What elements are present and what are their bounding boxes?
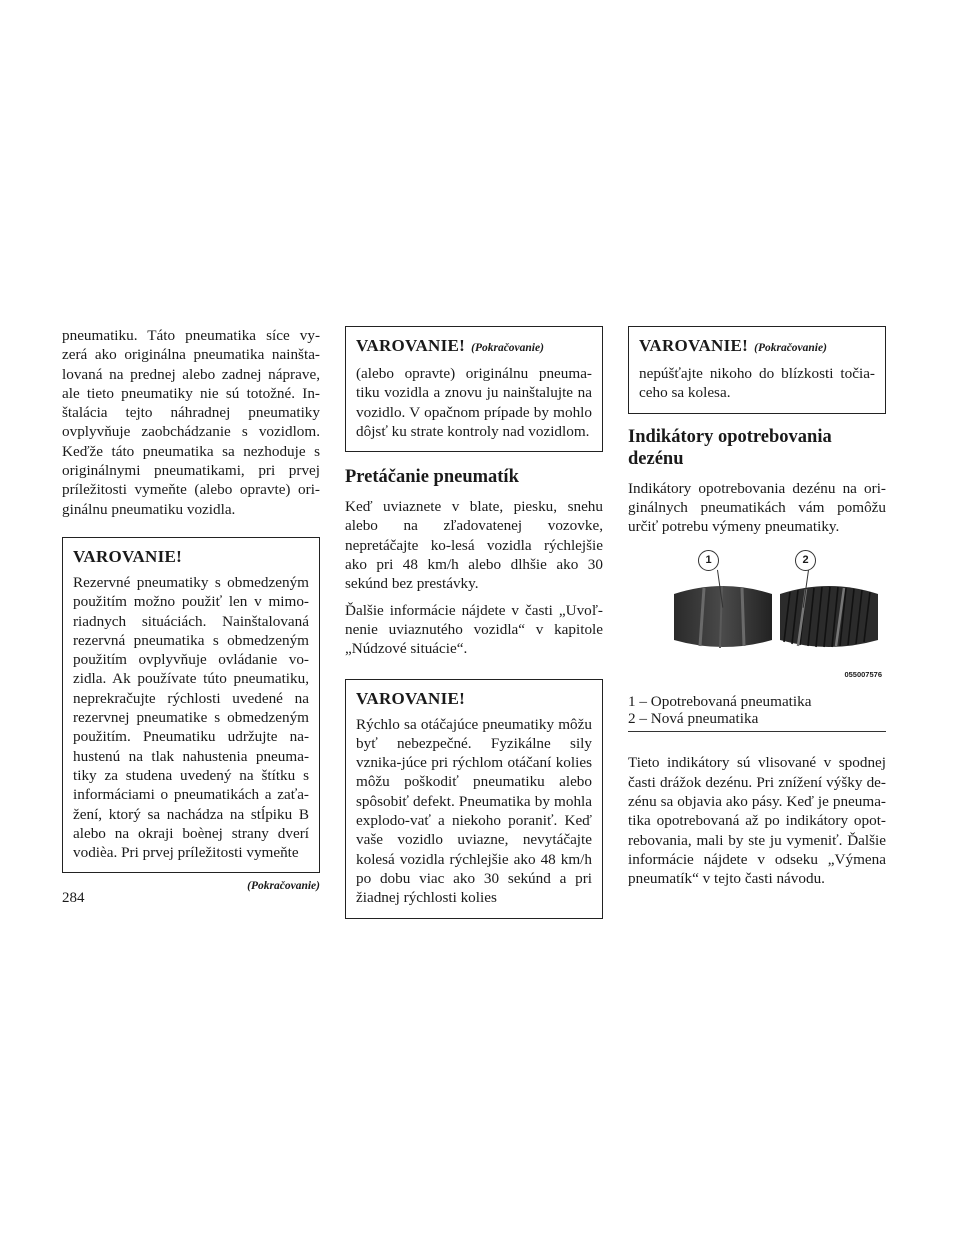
warning-text: (alebo opravte) originálnu pneuma-tiku vozidla a znovu ju nainštalujte na vozidlo. V opačnom prípade by mohlo dôjsť ku strate kontroly nad vozidlom.: [356, 365, 592, 440]
legend-divider: [628, 731, 886, 732]
warning-continued-label: (Pokračovanie): [754, 342, 827, 354]
warning-text: Rezervné pneumatiky s obmedzeným použitím možno použiť len v mimo-riadnych situáciách. Nainštalovaná rezervná pneumatika s obmedzeným použitím ovplyvňuje ovládanie vo-zidla. Ak používate túto pneumatiku, neprekračujte rýchlosti uvedené na rezervnej pneumatike s obmedzeným použitím. Pneumatiku udržujte na-hustenú na tlak nahustenia pneuma-tiky za studena uvedený na štítku s informáciami o pneumatikách a zaťa-žení, ktorý sa nachádza na stĺpiku B alebo na okraji boènej strany dverí vodièa. Pri prvej príležitosti vymeňte: [73, 573, 309, 862]
tread-wear-intro: Indikátory opotrebovania dezénu na ori-ginálnych pneumatikách vám pomôžu určiť potrebu výmeny pneumatiky.: [628, 479, 886, 536]
warning-text: nepúšťajte nikoho do blízkosti točia-ceho sa kolesa.: [639, 365, 875, 402]
tread-wear-description: Tieto indikátory sú vlisované v spodnej časti drážok dezénu. Pri znížení výšky de-zénu sa objavia ako pásy. Keď je pneuma-tika opotrebovaná až po indikátory opot-rebovania, mali by ste ju vymeniť. Ďalšie informácie nájdete v odseku „Výmena pneumatík“ v tejto časti návodu.: [628, 754, 886, 888]
warning-box-spinning: [345, 679, 603, 919]
warning-box-continued: [628, 326, 886, 414]
callout-2: 2: [795, 550, 816, 571]
warning-title: VAROVANIE!: [356, 688, 466, 708]
page-number: 284: [62, 890, 85, 906]
intro-paragraph: pneumatiku. Táto pneumatika síce vy-zerá ako originálna pneumatika nainšta-lovaná na prednej alebo zadnej náprave, ale tieto pneumatiky nie sú totožné. In-štalácia tejto náhradnej pneumatiky ovplyvňuje zaobchádzanie s vozidlom. Keďže táto pneumatika sa nezhoduje s originálnymi pneumatikami, pri prvej príležitosti vymeňte (alebo opravte) ori-ginálnu pneumatiku vozidla.: [62, 327, 320, 518]
warning-box-continued: [345, 326, 603, 452]
warning-title: [639, 336, 875, 358]
column-3: [628, 326, 886, 889]
continued-note: (Pokračovanie): [247, 880, 320, 893]
section-heading-tread-wear: Indikátory opotrebovania dezénu: [628, 426, 832, 469]
warning-box-spare-tire: [62, 537, 320, 873]
column-2: [345, 326, 603, 919]
tire-spinning-reference: Ďalšie informácie nájdete v časti „Uvoľ-nenie uviaznutého vozidla“ v kapitole „Núdzové situácie“.: [345, 601, 603, 658]
legend-item-2: 2 – Nová pneumatika: [628, 710, 759, 728]
warning-text: Rýchlo sa otáčajúce pneumatiky môžu byť nebezpečné. Fyzikálne sily vznika-júce pri rýchlom otáčaní kolies môžu poškodiť pneumatiku alebo spôsobiť defekt. Pneumatika by mohla explodo-vať a niekoho poraniť. Keď vaše vozidlo uviazne, nevytáčajte kolesá vozidla rýchlejšie ako 48 km/h po dobu viac ako 30 sekúnd a pri žiadnej rýchlosti kolies: [356, 715, 592, 907]
warning-title-text: VAROVANIE!: [639, 336, 749, 355]
legend-item-1: 1 – Opotrebovaná pneumatika: [628, 693, 812, 711]
tread-wear-figure: [628, 550, 886, 685]
warning-title-text: VAROVANIE!: [356, 336, 466, 355]
warning-continued-label: (Pokračovanie): [471, 342, 544, 354]
callout-1: 1: [698, 550, 719, 571]
warning-title: VAROVANIE!: [73, 546, 183, 566]
section-heading-tire-spinning: Pretáčanie pneumatík: [345, 467, 519, 488]
new-tire-image: [776, 582, 882, 650]
warning-title: [356, 336, 592, 358]
figure-code: 055007576: [844, 670, 882, 680]
column-1: [62, 326, 320, 892]
worn-tire-image: [670, 582, 776, 650]
tire-spinning-paragraph: Keď uviaznete v blate, piesku, snehu alebo na zľadovatenej vozovke, nepretáčajte ko-lesá vozidla rýchlejšie ako pri 48 km/h alebo dlhšie ako 30 sekúnd bez prestávky.: [345, 498, 603, 593]
